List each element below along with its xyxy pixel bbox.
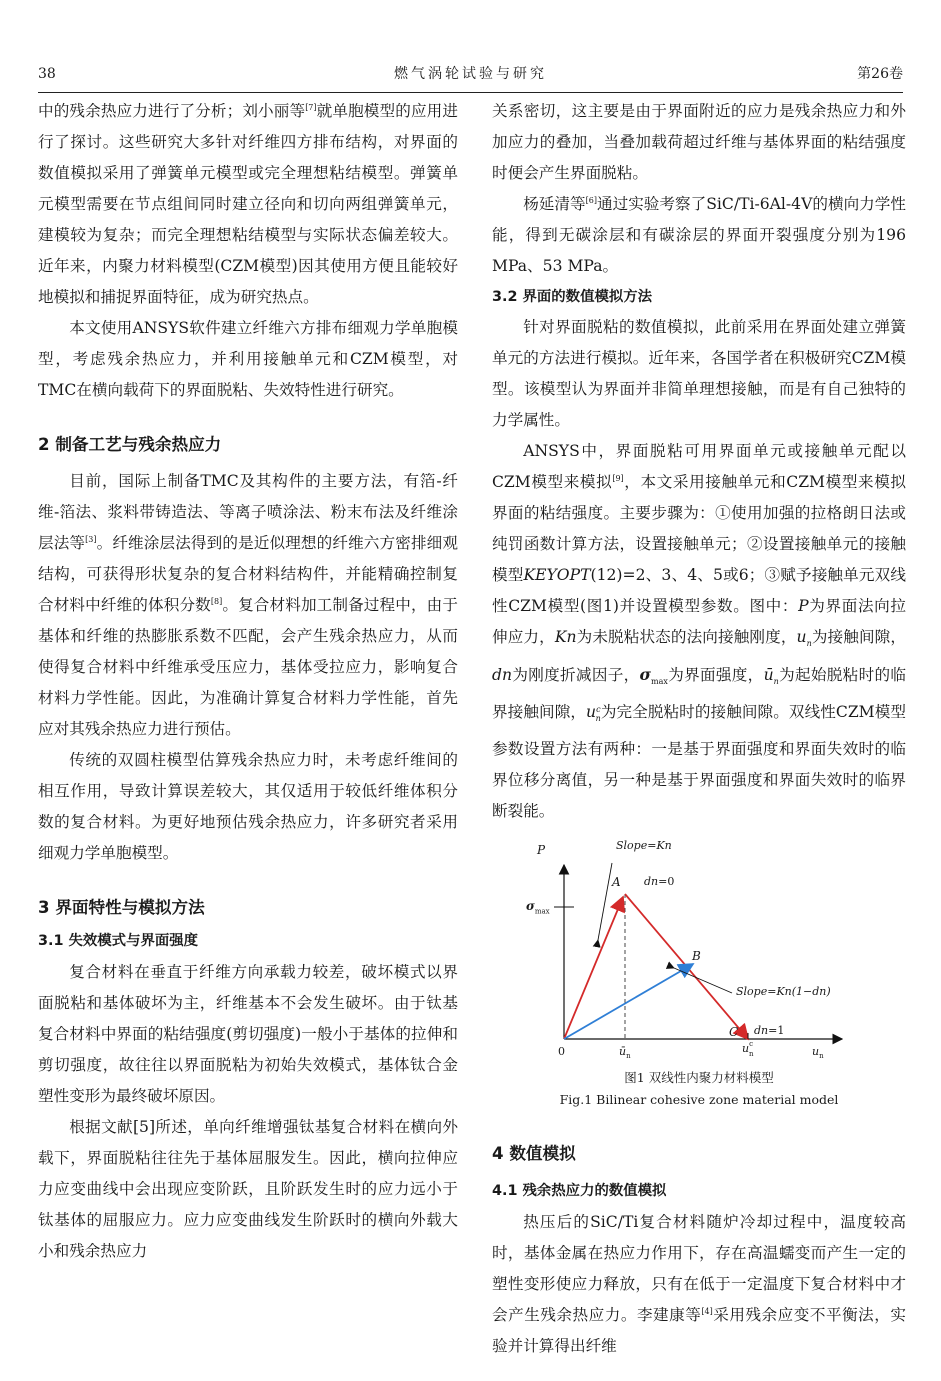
paragraph: 关系密切，这主要是由于界面附近的应力是残余热应力和外加应力的叠加，当叠加载荷超过纤维与基体界面的粘结强度时便会产生界面脱粘。 bbox=[492, 102, 906, 182]
journal-title: 燃气涡轮试验与研究 bbox=[394, 66, 547, 82]
figure-caption-cn: 图1 双线性内聚力材料模型 bbox=[624, 1070, 774, 1086]
section-3-1-heading: 3.1 失效模式与界面强度 bbox=[38, 933, 199, 949]
uc-n-label: $u^c_n$ bbox=[742, 1040, 754, 1058]
right-column bbox=[492, 96, 906, 1362]
section-4-1-heading: 4.1 残余热应力的数值模拟 bbox=[492, 1183, 667, 1200]
paragraph: 复合材料在垂直于纤维方向承载力较差，破坏模式以界面脱粘和基体破坏为主，纤维基本不会发生破坏。由于钛基复合材料中界面的粘结强度(剪切强度)一般小于基体的拉伸和剪切强度，故往往以界面脱粘为初始失效模式，基体钛合金塑性变形为最终破坏原因。 bbox=[38, 963, 458, 1105]
paragraph: 传统的双圆柱模型估算残余热应力时，未考虑纤维间的相互作用，导致计算误差较大，其仅适用于较低纤维体积分数的复合材料。为更好地预估残余热应力，许多研究者采用细观力学单胞模型。 bbox=[38, 751, 458, 862]
point-b-label: B bbox=[692, 949, 701, 964]
dn-one-label: dn=1 bbox=[754, 1024, 785, 1038]
y-axis-label: P bbox=[537, 843, 546, 858]
cohesive-model-diagram bbox=[492, 837, 906, 1059]
page-number: 38 bbox=[38, 66, 56, 82]
slope-kn-dn-label: Slope=Kn(1−dn) bbox=[736, 985, 831, 999]
paragraph: ANSYS中，界面脱粘可用界面单元或接触单元配以CZM模型来模拟[9]，本文采用接触单元和CZM模型来模拟界面的粘结强度。主要步骤为：①使用加强的拉格朗日法或纯罚函数计算方法，设置接触单元；②设置接触单元的接触模型KEYOPT(12)=2、3、4、5或6；③赋予接触单元双线性CZM模型(图1)并设置模型参数。图中：P为界面法向拉伸应力，Kn为未脱粘状态的法向接触刚度，$u_n$为接触间隙，dn为刚度折减因子，$\sigma_{max}$为界面强度，$ū_n$为起始脱粘时的临界接触间隙，$u^c_n$为完全脱粘时的接触间隙。双线性CZM模型参数设置方法有两种：一是基于界面强度和界面失效时的临界位移分离值，另一种是基于界面强度和界面失效时的临界断裂能。 bbox=[492, 442, 907, 821]
section-3-heading: 3 界面特性与模拟方法 bbox=[38, 898, 205, 917]
left-column bbox=[38, 96, 458, 1267]
paragraph: 本文使用ANSYS软件建立纤维六方排布细观力学单胞模型，考虑残余热应力，并利用接触单元和CZM模型，对TMC在横向载荷下的界面脱粘、失效特性进行研究。 bbox=[38, 319, 458, 399]
slope-kn-label: Slope=Kn bbox=[616, 839, 672, 853]
dn-zero-label: dn=0 bbox=[644, 875, 675, 889]
paragraph: 针对界面脱粘的数值模拟，此前采用在界面处建立弹簧单元的方法进行模拟。近年来，各国学者在积极研究CZM模型。该模型认为界面并非简单理想接触，而是有自己独特的力学属性。 bbox=[492, 318, 906, 429]
origin-label: 0 bbox=[558, 1045, 565, 1059]
section-4-heading: 4 数值模拟 bbox=[492, 1144, 576, 1164]
point-c-label: C bbox=[729, 1025, 739, 1040]
ubar-n-label: $ū_n$ bbox=[619, 1045, 631, 1061]
section-3-2-heading: 3.2 界面的数值模拟方法 bbox=[492, 289, 653, 305]
unloading-line-blue bbox=[564, 964, 693, 1039]
softening-line-red bbox=[625, 894, 748, 1039]
section-2-heading: 2 制备工艺与残余热应力 bbox=[38, 435, 222, 454]
slope-kn-dn-leader bbox=[674, 968, 732, 993]
loading-line-red bbox=[564, 897, 623, 1039]
figure-caption-en: Fig.1 Bilinear cohesive zone material model bbox=[559, 1092, 839, 1108]
paragraph: 根据文献[5]所述，单向纤维增强钛基复合材料在横向外载下，界面脱粘往往先于基体屈服发生。因此，横向拉伸应力应变曲线中会出现应变阶跃，且阶跃发生时的应力远小于钛基体的屈服应力。应力应变曲线发生阶跃时的横向外载大小和残余热应力 bbox=[38, 1118, 458, 1260]
paragraph: 中的残余热应力进行了分析；刘小丽等[7]就单胞模型的应用进行了探讨。这些研究大多针对纤维四方排布结构，对界面的数值模拟采用了弹簧单元模型或完全理想粘结模型。弹簧单元模型需要在节点组间同时建立径向和切向两组弹簧单元，建模较为复杂；而完全理想粘结模型与实际状态偏差较大。近年来，内聚力材料模型(CZM模型)因其使用方便且能较好地模拟和捕捉界面特征，成为研究热点。 bbox=[38, 102, 458, 306]
paragraph: 热压后的SiC/Ti复合材料随炉冷却过程中，温度较高时，基体金属在热应力作用下，存在高温蠕变而产生一定的塑性变形使应力释放，只有在低于一定温度下复合材料中才会产生残余热应力。李建康等[4]采用残余应变不平衡法，实验并计算得出纤维 bbox=[492, 1213, 906, 1356]
sigma-max-label: $\sigma_{max}$ bbox=[526, 899, 550, 916]
figure-1 bbox=[492, 837, 906, 1059]
header-rule bbox=[38, 92, 903, 93]
x-axis-label: $u_n$ bbox=[812, 1045, 824, 1061]
volume-label: 第26卷 bbox=[857, 66, 903, 82]
point-a-label: A bbox=[612, 875, 621, 890]
paragraph: 杨延清等[6]通过实验考察了SiC/Ti-6Al-4V的横向力学性能，得到无碳涂层和有碳涂层的界面开裂强度分别为196 MPa、53 MPa。 bbox=[492, 195, 906, 275]
paragraph: 目前，国际上制备TMC及其构件的主要方法，有箔-纤维-箔法、浆料带铸造法、等离子喷涂法、粉末布法及纤维涂层法等[3]。纤维涂层法得到的是近似理想的纤维六方密排细观结构，可获得形状复杂的复合材料结构件，并能精确控制复合材料中纤维的体积分数[8]。复合材料加工制备过程中，由于基体和纤维的热膨胀系数不匹配，会产生残余热应力，从而使得复合材料中纤维承受压应力，基体受拉应力，影响复合材料力学性能。因此，为准确计算复合材料力学性能，首先应对其残余热应力进行预估。 bbox=[38, 472, 458, 738]
